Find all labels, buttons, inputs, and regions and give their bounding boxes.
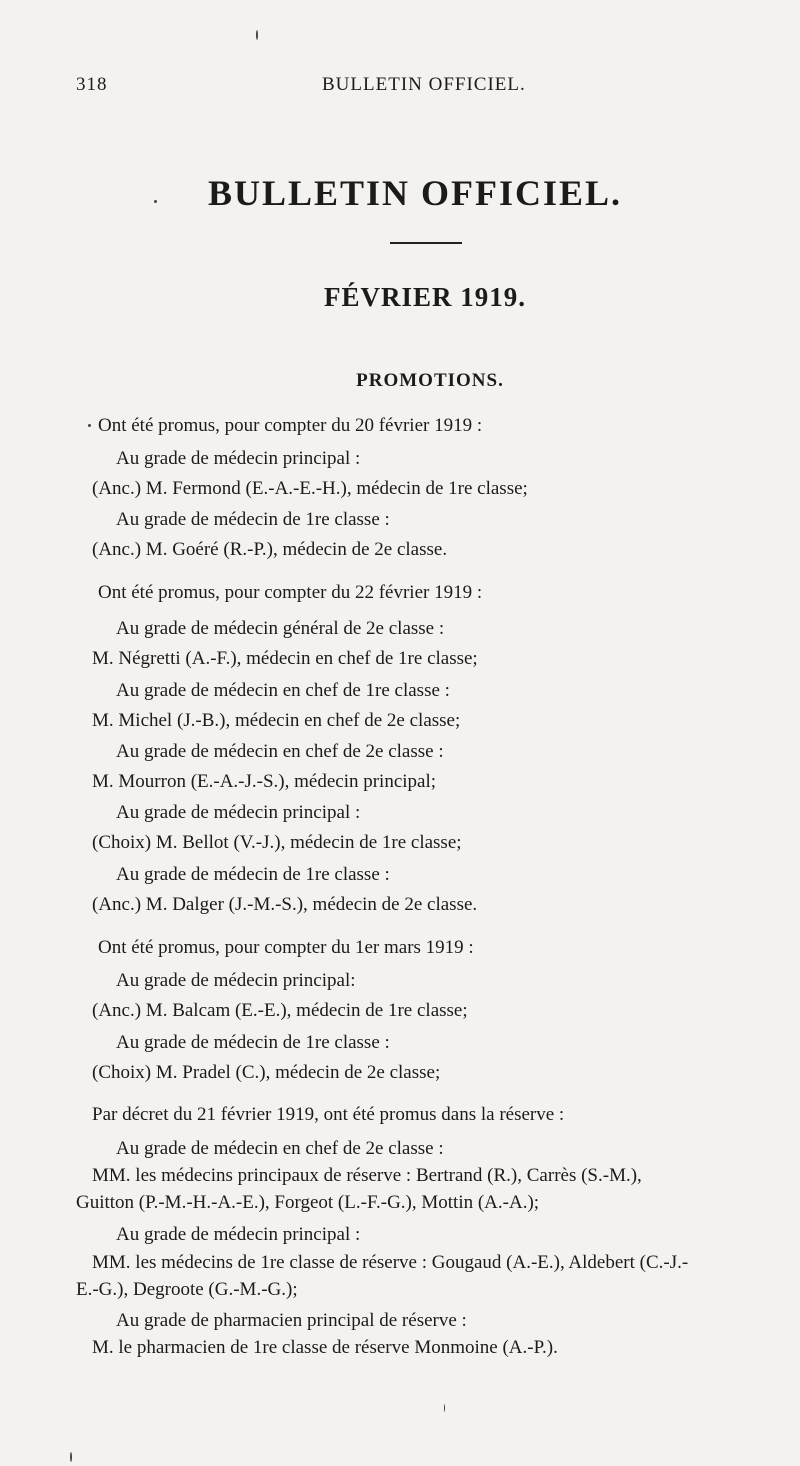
grade-heading: Au grade de pharmacien principal de réserve : xyxy=(116,1310,467,1331)
promotion-entry: M. Négretti (A.-F.), médecin en chef de 1re classe; xyxy=(92,648,478,669)
promotion-entry: M. Mourron (E.-A.-J.-S.), médecin principal; xyxy=(92,771,437,792)
grade-heading: Au grade de médecin en chef de 2e classe : xyxy=(116,1138,444,1159)
promotion-entry: M. Michel (J.-B.), médecin en chef de 2e classe; xyxy=(92,710,461,731)
promotion-entry: (Choix) M. Bellot (V.-J.), médecin de 1re classe; xyxy=(92,832,462,853)
promotion-intro: Ont été promus, pour compter du 22 février 1919 : xyxy=(98,582,483,603)
decree-intro: Par décret du 21 février 1919, ont été promus dans la réserve : xyxy=(92,1104,565,1125)
promotion-intro: Ont été promus, pour compter du 1er mars 1919 : xyxy=(98,937,474,958)
grade-heading: Au grade de médecin de 1re classe : xyxy=(116,1032,390,1053)
promotion-intro: Ont été promus, pour compter du 20 février 1919 : xyxy=(98,415,483,436)
scan-speck xyxy=(88,424,91,427)
promotion-entry: MM. les médecins de 1re classe de réserve : Gougaud (A.-E.), Aldebert (C.-J.- xyxy=(92,1252,689,1273)
month-heading: FÉVRIER 1919. xyxy=(323,282,526,312)
grade-heading: Au grade de médecin de 1re classe : xyxy=(116,864,390,885)
promotion-entry: (Anc.) M. Balcam (E.-E.), médecin de 1re classe; xyxy=(92,1000,468,1021)
promotion-entry: (Anc.) M. Fermond (E.-A.-E.-H.), médecin de 1re classe; xyxy=(92,478,528,499)
promotion-entry: (Choix) M. Pradel (C.), médecin de 2e classe; xyxy=(92,1062,441,1083)
grade-heading: Au grade de médecin en chef de 1re classe : xyxy=(116,680,450,701)
scan-speck xyxy=(70,1452,72,1462)
promotion-entry: MM. les médecins principaux de réserve : Bertrand (R.), Carrès (S.-M.), xyxy=(92,1165,642,1186)
scan-speck xyxy=(444,1404,445,1412)
running-title: BULLETIN OFFICIEL. xyxy=(322,74,526,95)
scan-speck xyxy=(256,30,258,40)
promotion-entry: (Anc.) M. Dalger (J.-M.-S.), médecin de 2e classe. xyxy=(92,894,478,915)
grade-heading: Au grade de médecin général de 2e classe : xyxy=(116,618,445,639)
grade-heading: Au grade de médecin principal : xyxy=(116,1224,361,1245)
scan-speck xyxy=(154,200,157,203)
grade-heading: Au grade de médecin principal: xyxy=(116,970,356,991)
page-number: 318 xyxy=(76,74,108,95)
grade-heading: Au grade de médecin principal : xyxy=(116,448,361,469)
grade-heading: Au grade de médecin en chef de 2e classe : xyxy=(116,741,444,762)
title-rule xyxy=(390,242,462,244)
section-heading: PROMOTIONS. xyxy=(356,370,504,391)
grade-heading: Au grade de médecin principal : xyxy=(116,802,361,823)
promotion-entry: Guitton (P.-M.-H.-A.-E.), Forgeot (L.-F.-G.), Mottin (A.-A.); xyxy=(76,1192,540,1213)
bulletin-title: BULLETIN OFFICIEL. xyxy=(207,173,623,213)
promotion-entry: (Anc.) M. Goéré (R.-P.), médecin de 2e classe. xyxy=(92,539,448,560)
promotion-entry: E.-G.), Degroote (G.-M.-G.); xyxy=(76,1279,298,1300)
grade-heading: Au grade de médecin de 1re classe : xyxy=(116,509,390,530)
running-header xyxy=(76,74,740,104)
promotion-entry: M. le pharmacien de 1re classe de réserve Monmoine (A.-P.). xyxy=(92,1337,558,1358)
